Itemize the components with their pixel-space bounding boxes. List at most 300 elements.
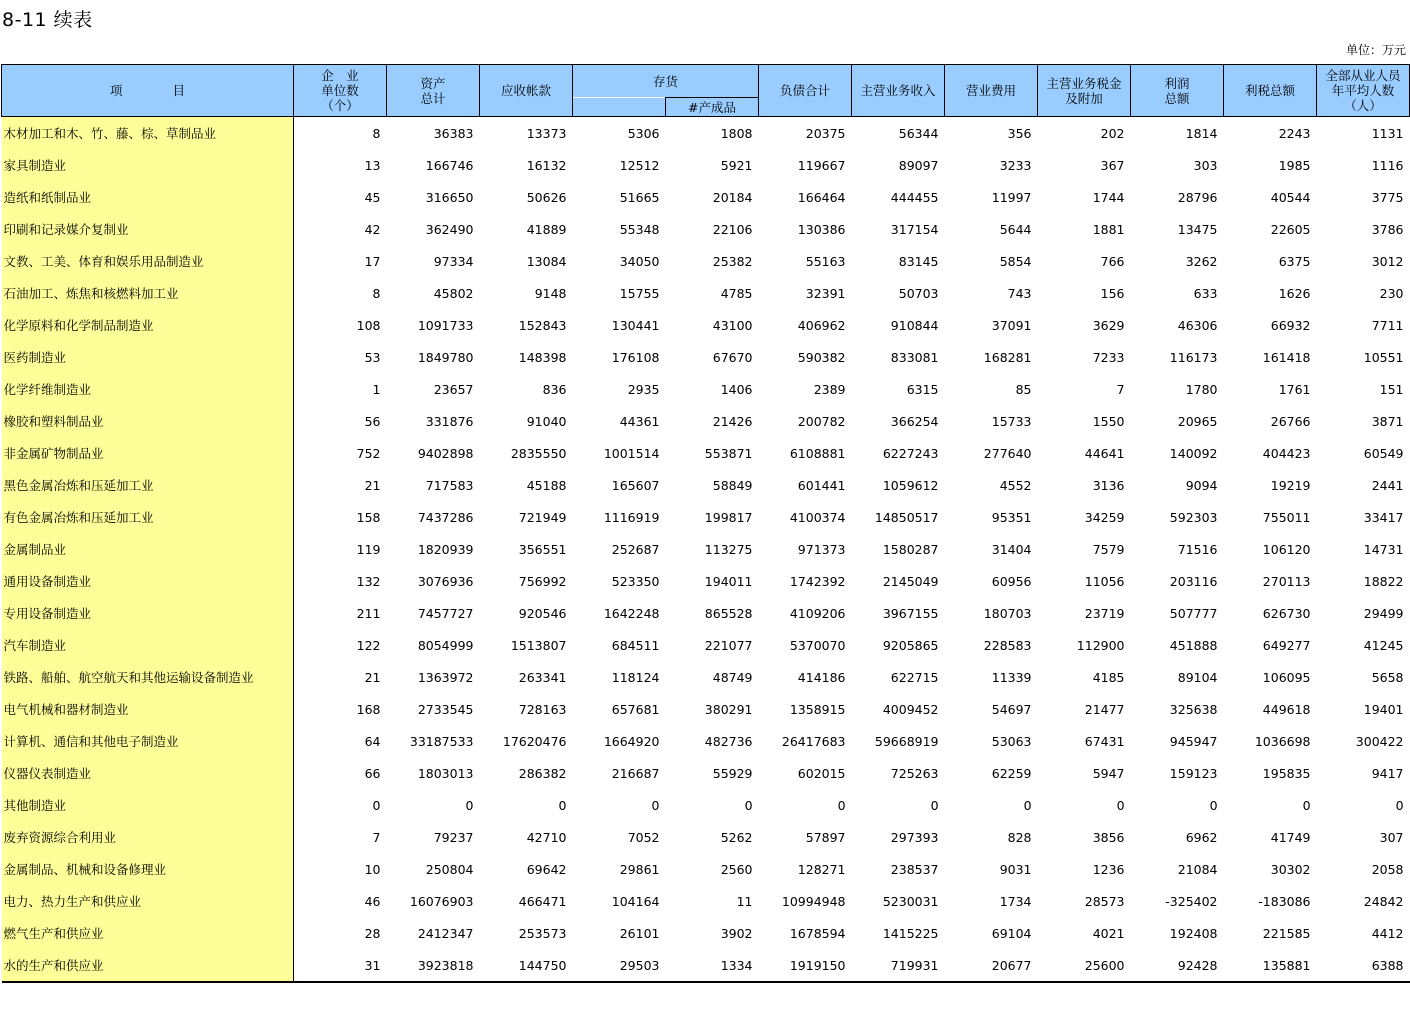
- row-value-cell: 23657: [433, 381, 474, 397]
- header-total-assets-line: 资产: [420, 75, 446, 91]
- row-value-cell: 54697: [991, 701, 1032, 717]
- row-industry-name: 燃气生产和供应业: [2, 917, 294, 949]
- header-enterprises-line: 企 业: [321, 68, 359, 83]
- row-value-cell: 0: [837, 797, 846, 813]
- row-industry-name: 石油加工、炼焦和核燃料加工业: [2, 277, 294, 309]
- row-value-cell: 728163: [518, 701, 567, 717]
- row-value-cell: 414186: [797, 669, 846, 685]
- row-value-cell: 380291: [704, 701, 753, 717]
- row-value-cell: 1580287: [882, 541, 939, 557]
- row-value-cell: 277640: [983, 445, 1032, 461]
- row-value-cell: 42: [364, 221, 381, 237]
- row-value-cell: 2058: [1371, 861, 1404, 877]
- row-value-cell: 766: [1100, 253, 1125, 269]
- row-value-cell: 2935: [627, 381, 660, 397]
- row-value-cell: 7579: [1092, 541, 1125, 557]
- table-row: [2, 757, 1410, 789]
- row-value-cell: 5306: [627, 125, 660, 141]
- row-value-cell: 602015: [797, 765, 846, 781]
- row-value-cell: 15733: [991, 413, 1032, 429]
- table-row: [2, 885, 1410, 917]
- row-value-cell: 7233: [1092, 349, 1125, 365]
- row-value-cell: 180703: [983, 605, 1032, 621]
- row-value-cell: 51665: [619, 189, 660, 205]
- row-value-cell: 106120: [1262, 541, 1311, 557]
- row-value-cell: 752: [356, 445, 381, 461]
- table-row: [2, 661, 1410, 693]
- row-value-cell: 1780: [1185, 381, 1218, 397]
- row-value-cell: 1761: [1278, 381, 1311, 397]
- row-value-cell: 1334: [666, 949, 759, 982]
- row-value-cell: -183086: [1258, 893, 1311, 909]
- row-value-cell: 135881: [1224, 949, 1317, 982]
- header-total-assets: [387, 65, 480, 117]
- header-total-assets-line: 总计: [420, 90, 446, 106]
- row-value-cell: 270113: [1262, 573, 1311, 589]
- row-value-cell: 158: [356, 509, 381, 525]
- row-value-cell: 28: [364, 925, 381, 941]
- row-value-cell: 5921: [720, 157, 753, 173]
- row-value-cell: 122: [356, 637, 381, 653]
- row-value-cell: 592303: [1169, 509, 1218, 525]
- row-value-cell: 4552: [999, 477, 1032, 493]
- row-value-cell: 221077: [704, 637, 753, 653]
- row-industry-name: 造纸和纸制品业: [2, 181, 294, 213]
- row-value-cell: 362490: [425, 221, 474, 237]
- row-value-cell: 406962: [797, 317, 846, 333]
- row-value-cell: 13: [364, 157, 381, 173]
- header-inventory: 存货: [573, 65, 759, 98]
- row-value-cell: 108: [356, 317, 381, 333]
- row-value-cell: 507777: [1169, 605, 1218, 621]
- row-value-cell: 41749: [1270, 829, 1311, 845]
- row-value-cell: 4021: [1092, 925, 1125, 941]
- row-value-cell: 5262: [720, 829, 753, 845]
- row-value-cell: 95351: [991, 509, 1032, 525]
- row-value-cell: 14731: [1363, 541, 1404, 557]
- row-value-cell: 152843: [518, 317, 567, 333]
- row-value-cell: 53: [364, 349, 381, 365]
- row-value-cell: 46306: [1177, 317, 1218, 333]
- unit-label: 单位：万元: [1345, 43, 1406, 57]
- row-value-cell: 3629: [1092, 317, 1125, 333]
- row-value-cell: 3923818: [387, 949, 480, 982]
- row-value-cell: 657681: [611, 701, 660, 717]
- row-value-cell: 523350: [611, 573, 660, 589]
- row-industry-name: 金属制品、机械和设备修理业: [2, 853, 294, 885]
- row-value-cell: 22106: [712, 221, 753, 237]
- row-value-cell: 7437286: [417, 509, 474, 525]
- row-value-cell: 45802: [433, 285, 474, 301]
- table-row: [2, 149, 1410, 181]
- row-value-cell: 148398: [518, 349, 567, 365]
- row-value-cell: 29503: [573, 949, 666, 982]
- row-value-cell: 228583: [983, 637, 1032, 653]
- row-value-cell: 756992: [518, 573, 567, 589]
- row-value-cell: 168281: [983, 349, 1032, 365]
- header-enterprises-line: 单位数: [321, 83, 359, 98]
- row-value-cell: 2145049: [882, 573, 939, 589]
- row-value-cell: 6108881: [789, 445, 846, 461]
- row-value-cell: 1001514: [603, 445, 660, 461]
- row-value-cell: 60956: [991, 573, 1032, 589]
- row-value-cell: 0: [651, 797, 660, 813]
- row-value-cell: 21477: [1084, 701, 1125, 717]
- row-value-cell: 20375: [805, 125, 846, 141]
- row-value-cell: 307: [1379, 829, 1404, 845]
- row-value-cell: 14850517: [874, 509, 939, 525]
- row-value-cell: 128271: [797, 861, 846, 877]
- row-value-cell: 97334: [433, 253, 474, 269]
- row-value-cell: 79237: [433, 829, 474, 845]
- row-value-cell: 601441: [797, 477, 846, 493]
- header-main-tax-line: 及附加: [1065, 90, 1103, 106]
- row-value-cell: 633: [1193, 285, 1218, 301]
- row-value-cell: -325402: [1165, 893, 1218, 909]
- row-value-cell: 836: [542, 381, 567, 397]
- row-value-cell: 449618: [1262, 701, 1311, 717]
- row-industry-name: 电力、热力生产和供应业: [2, 885, 294, 917]
- row-value-cell: 66932: [1270, 317, 1311, 333]
- row-value-cell: 0: [1116, 797, 1125, 813]
- row-value-cell: 303: [1193, 157, 1218, 173]
- row-value-cell: 30302: [1270, 861, 1311, 877]
- row-value-cell: 92428: [1131, 949, 1224, 982]
- row-value-cell: 10551: [1363, 349, 1404, 365]
- row-value-cell: 58849: [712, 477, 753, 493]
- row-value-cell: 1036698: [1254, 733, 1311, 749]
- row-value-cell: 920546: [518, 605, 567, 621]
- row-value-cell: 3871: [1371, 413, 1404, 429]
- row-value-cell: 130441: [611, 317, 660, 333]
- row-value-cell: 7: [1116, 381, 1125, 397]
- row-value-cell: 151: [1379, 381, 1404, 397]
- row-value-cell: 9417: [1371, 765, 1404, 781]
- row-value-cell: 8: [372, 285, 381, 301]
- row-value-cell: 202: [1100, 125, 1125, 141]
- row-value-cell: 132: [356, 573, 381, 589]
- row-value-cell: 176108: [611, 349, 660, 365]
- row-value-cell: 221585: [1262, 925, 1311, 941]
- row-value-cell: 9094: [1185, 477, 1218, 493]
- header-operating-expenses: 营业费用: [945, 65, 1038, 117]
- table-row: [2, 373, 1410, 405]
- row-value-cell: 366254: [890, 413, 939, 429]
- row-value-cell: 833081: [890, 349, 939, 365]
- row-value-cell: 192408: [1169, 925, 1218, 941]
- row-value-cell: 69642: [526, 861, 567, 877]
- table-row: [2, 629, 1410, 661]
- row-value-cell: 21: [364, 669, 381, 685]
- header-profit-tax: 利税总额: [1224, 65, 1317, 117]
- table-row: [2, 725, 1410, 757]
- table-row: [2, 277, 1410, 309]
- row-value-cell: 626730: [1262, 605, 1311, 621]
- row-industry-name: 化学原料和化学制品制造业: [2, 309, 294, 341]
- header-receivables: 应收帐款: [480, 65, 573, 117]
- row-value-cell: 286382: [518, 765, 567, 781]
- header-profit-line: 利润: [1164, 75, 1190, 91]
- row-industry-name: 化学纤维制造业: [2, 373, 294, 405]
- row-value-cell: 56: [364, 413, 381, 429]
- row-industry-name: 有色金属冶炼和压延加工业: [2, 501, 294, 533]
- row-value-cell: 44641: [1084, 445, 1125, 461]
- table-row: [2, 181, 1410, 213]
- row-value-cell: 317154: [890, 221, 939, 237]
- table-row: [2, 245, 1410, 277]
- row-value-cell: 253573: [518, 925, 567, 941]
- row-value-cell: 140092: [1169, 445, 1218, 461]
- row-value-cell: 945947: [1169, 733, 1218, 749]
- row-value-cell: 37091: [991, 317, 1032, 333]
- table-row: [2, 501, 1410, 533]
- row-value-cell: 31404: [991, 541, 1032, 557]
- row-value-cell: 6962: [1185, 829, 1218, 845]
- row-value-cell: 1415225: [882, 925, 939, 941]
- row-value-cell: 44361: [619, 413, 660, 429]
- row-value-cell: 263341: [518, 669, 567, 685]
- row-value-cell: 725263: [890, 765, 939, 781]
- row-value-cell: 590382: [797, 349, 846, 365]
- row-industry-name: 印刷和记录媒介复制业: [2, 213, 294, 245]
- row-value-cell: 1091733: [417, 317, 474, 333]
- row-value-cell: 3012: [1371, 253, 1404, 269]
- row-value-cell: 28573: [1084, 893, 1125, 909]
- row-value-cell: 19219: [1270, 477, 1311, 493]
- row-value-cell: 32391: [805, 285, 846, 301]
- row-value-cell: 7: [372, 829, 381, 845]
- row-value-cell: 0: [1395, 797, 1404, 813]
- row-value-cell: 2412347: [417, 925, 474, 941]
- row-value-cell: 9031: [999, 861, 1032, 877]
- row-value-cell: 33417: [1363, 509, 1404, 525]
- row-value-cell: 11997: [991, 189, 1032, 205]
- row-value-cell: 66: [364, 765, 381, 781]
- row-value-cell: 56344: [898, 125, 939, 141]
- row-value-cell: 1849780: [417, 349, 474, 365]
- row-value-cell: 3856: [1092, 829, 1125, 845]
- row-value-cell: 356: [1007, 125, 1032, 141]
- row-value-cell: 20965: [1177, 413, 1218, 429]
- row-value-cell: 1744: [1092, 189, 1125, 205]
- row-value-cell: 649277: [1262, 637, 1311, 653]
- row-value-cell: 1550: [1092, 413, 1125, 429]
- industry-statistics-table: [1, 64, 1410, 983]
- row-value-cell: 331876: [425, 413, 474, 429]
- row-value-cell: 119667: [797, 157, 846, 173]
- row-value-cell: 252687: [611, 541, 660, 557]
- row-industry-name: 文教、工美、体育和娱乐用品制造业: [2, 245, 294, 277]
- row-value-cell: 9205865: [882, 637, 939, 653]
- row-value-cell: 29861: [619, 861, 660, 877]
- row-industry-name: 汽车制造业: [2, 629, 294, 661]
- row-value-cell: 34050: [619, 253, 660, 269]
- row-value-cell: 161418: [1262, 349, 1311, 365]
- row-value-cell: 8: [372, 125, 381, 141]
- row-value-cell: 444455: [890, 189, 939, 205]
- header-main-tax-line: 主营业务税金: [1046, 75, 1122, 91]
- row-value-cell: 45188: [526, 477, 567, 493]
- row-value-cell: 1881: [1092, 221, 1125, 237]
- row-industry-name: 其他制造业: [2, 789, 294, 821]
- header-employees: [1317, 65, 1410, 117]
- row-value-cell: 1678594: [789, 925, 846, 941]
- header-finished-goods: #产成品: [666, 98, 759, 117]
- row-industry-name: 金属制品业: [2, 533, 294, 565]
- row-value-cell: 404423: [1262, 445, 1311, 461]
- row-value-cell: 9148: [534, 285, 567, 301]
- table-row: [2, 853, 1410, 885]
- row-value-cell: 40544: [1270, 189, 1311, 205]
- row-value-cell: 41245: [1363, 637, 1404, 653]
- table-row: [2, 405, 1410, 437]
- row-value-cell: 1363972: [417, 669, 474, 685]
- row-value-cell: 166746: [425, 157, 474, 173]
- row-value-cell: 55348: [619, 221, 660, 237]
- row-value-cell: 166464: [797, 189, 846, 205]
- row-value-cell: 45: [364, 189, 381, 205]
- row-value-cell: 36383: [433, 125, 474, 141]
- row-value-cell: 26417683: [781, 733, 846, 749]
- row-value-cell: 3902: [720, 925, 753, 941]
- row-value-cell: 5854: [999, 253, 1032, 269]
- row-value-cell: 159123: [1169, 765, 1218, 781]
- table-row: [2, 117, 1410, 150]
- header-profit: [1131, 65, 1224, 117]
- row-value-cell: 238537: [890, 861, 939, 877]
- row-value-cell: 3967155: [882, 605, 939, 621]
- row-value-cell: 130386: [797, 221, 846, 237]
- table-row: [2, 917, 1410, 949]
- row-value-cell: 7711: [1371, 317, 1404, 333]
- row-value-cell: 910844: [890, 317, 939, 333]
- row-value-cell: 230: [1379, 285, 1404, 301]
- row-value-cell: 2560: [720, 861, 753, 877]
- row-value-cell: 26766: [1270, 413, 1311, 429]
- row-value-cell: 211: [356, 605, 381, 621]
- row-value-cell: 11056: [1084, 573, 1125, 589]
- row-value-cell: 1919150: [759, 949, 852, 982]
- row-value-cell: 28796: [1177, 189, 1218, 205]
- row-industry-name: 非金属矿物制品业: [2, 437, 294, 469]
- row-value-cell: 7052: [627, 829, 660, 845]
- row-value-cell: 0: [930, 797, 939, 813]
- row-value-cell: 5644: [999, 221, 1032, 237]
- row-value-cell: 17620476: [502, 733, 567, 749]
- row-value-cell: 2441: [1371, 477, 1404, 493]
- row-value-cell: 4100374: [789, 509, 846, 525]
- header-inventory-spacer: [573, 98, 666, 117]
- row-value-cell: 89104: [1177, 669, 1218, 685]
- row-value-cell: 1116919: [603, 509, 660, 525]
- row-value-cell: 2835550: [510, 445, 567, 461]
- row-value-cell: 0: [465, 797, 474, 813]
- row-value-cell: 119: [356, 541, 381, 557]
- row-value-cell: 553871: [704, 445, 753, 461]
- row-value-cell: 21: [364, 477, 381, 493]
- row-value-cell: 216687: [611, 765, 660, 781]
- row-value-cell: 4785: [720, 285, 753, 301]
- row-value-cell: 6388: [1317, 949, 1410, 982]
- page-title: 8-11 续表: [2, 9, 93, 31]
- row-value-cell: 20677: [945, 949, 1038, 982]
- table-row: [2, 213, 1410, 245]
- table-row: [2, 437, 1410, 469]
- row-value-cell: 200782: [797, 413, 846, 429]
- row-value-cell: 5230031: [882, 893, 939, 909]
- header-item: 项 目: [2, 65, 294, 117]
- row-value-cell: 168: [356, 701, 381, 717]
- row-value-cell: 15755: [619, 285, 660, 301]
- row-value-cell: 13475: [1177, 221, 1218, 237]
- row-value-cell: 21426: [712, 413, 753, 429]
- row-value-cell: 5947: [1092, 765, 1125, 781]
- table-row: [2, 597, 1410, 629]
- row-value-cell: 1116: [1371, 157, 1404, 173]
- row-value-cell: 297393: [890, 829, 939, 845]
- row-value-cell: 622715: [890, 669, 939, 685]
- row-value-cell: 53063: [991, 733, 1032, 749]
- row-value-cell: 7457727: [417, 605, 474, 621]
- row-value-cell: 64: [364, 733, 381, 749]
- row-value-cell: 0: [1209, 797, 1218, 813]
- row-value-cell: 25382: [712, 253, 753, 269]
- row-value-cell: 195835: [1262, 765, 1311, 781]
- row-value-cell: 2389: [813, 381, 846, 397]
- row-value-cell: 203116: [1169, 573, 1218, 589]
- row-value-cell: 2243: [1278, 125, 1311, 141]
- row-value-cell: 24842: [1363, 893, 1404, 909]
- row-value-cell: 3136: [1092, 477, 1125, 493]
- row-value-cell: 2733545: [417, 701, 474, 717]
- table-row: [2, 309, 1410, 341]
- row-value-cell: 0: [1023, 797, 1032, 813]
- row-value-cell: 112900: [1076, 637, 1125, 653]
- row-value-cell: 719931: [852, 949, 945, 982]
- row-industry-name: 仪器仪表制造业: [2, 757, 294, 789]
- row-value-cell: 199817: [704, 509, 753, 525]
- header-employees-line: 年平均人数: [1331, 83, 1395, 98]
- header-main-revenue: 主营业务收入: [852, 65, 945, 117]
- row-value-cell: 17: [364, 253, 381, 269]
- row-value-cell: 828: [1007, 829, 1032, 845]
- row-value-cell: 4185: [1092, 669, 1125, 685]
- row-value-cell: 26101: [619, 925, 660, 941]
- row-value-cell: 116173: [1169, 349, 1218, 365]
- row-value-cell: 1642248: [603, 605, 660, 621]
- row-value-cell: 21084: [1177, 861, 1218, 877]
- row-value-cell: 46: [364, 893, 381, 909]
- row-value-cell: 5658: [1371, 669, 1404, 685]
- row-industry-name: 通用设备制造业: [2, 565, 294, 597]
- row-value-cell: 165607: [611, 477, 660, 493]
- row-value-cell: 55929: [712, 765, 753, 781]
- row-value-cell: 755011: [1262, 509, 1311, 525]
- row-value-cell: 42710: [526, 829, 567, 845]
- row-value-cell: 1814: [1185, 125, 1218, 141]
- row-value-cell: 69104: [991, 925, 1032, 941]
- row-industry-name: 废弃资源综合利用业: [2, 821, 294, 853]
- row-industry-name: 计算机、通信和其他电子制造业: [2, 725, 294, 757]
- row-value-cell: 3076936: [417, 573, 474, 589]
- row-value-cell: 144750: [480, 949, 573, 982]
- row-value-cell: 0: [1302, 797, 1311, 813]
- row-value-cell: 29499: [1363, 605, 1404, 621]
- row-value-cell: 89097: [898, 157, 939, 173]
- row-value-cell: 57897: [805, 829, 846, 845]
- row-value-cell: 300422: [1355, 733, 1404, 749]
- row-value-cell: 23719: [1084, 605, 1125, 621]
